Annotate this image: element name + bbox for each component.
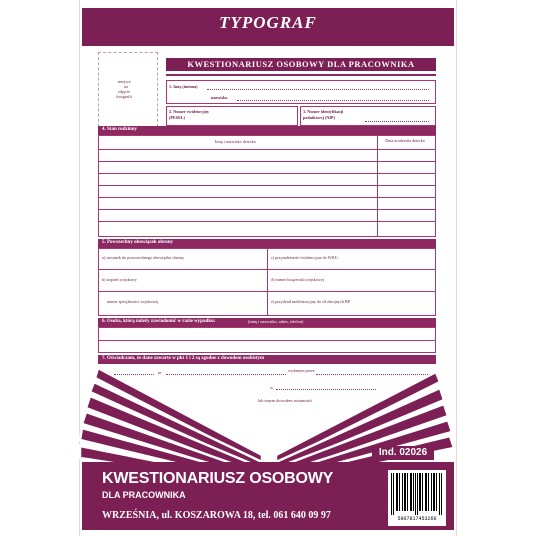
defense-a: a) stosunek do powszechnego obowiązku obrony (102, 255, 185, 260)
section6-hint: (imię i nazwisko, adres, telefon) (248, 319, 304, 324)
barcode (388, 470, 446, 526)
id-w-label: w (270, 385, 274, 390)
photo-label-3: zdjęcie (118, 89, 130, 94)
defense-f: e) przydział mobilizacyjny do sił zbrojnych RP (271, 299, 351, 304)
barcode-bars (388, 470, 446, 518)
pesel-label: 2. Numer ewidencyjny (169, 109, 210, 114)
cover-title-1: KWESTIONARIUSZ OSOBOWY (102, 470, 334, 487)
defense-e: numer specjalności wojskowej (107, 299, 159, 304)
defense-d: d) numer książeczki wojskowej (271, 277, 324, 282)
defense-c: c) przynależność ewidencyjna do WKU (271, 255, 338, 260)
index-number: Ind. 02026 (378, 447, 428, 458)
photo-label-2: na (124, 84, 128, 89)
section6-title: 6. Osoba, którą należy zawiadomić w razie wypadku: (102, 319, 216, 324)
section4-title: 4. Stan rodzinny (102, 127, 138, 132)
brand-logo: TYPOGRAF (219, 13, 317, 32)
nip-label-2: podatkowej (NIP) (303, 115, 335, 120)
id-number-label: nr (158, 370, 162, 375)
barcode-digits: 5907817453266 (397, 516, 437, 522)
name-field-label: 1. Imię (imiona) (169, 84, 198, 89)
cover-bar (82, 462, 454, 530)
id-other-doc-label: lub innym dowodem tożsamości (258, 398, 313, 403)
cover-address: WRZEŚNIA, ul. KOSZAROWA 18, tel. 061 640 09 97 (102, 510, 331, 521)
children-col-name: Imię i nazwisko dziecka (215, 139, 256, 144)
cover-title-2: DLA PRACOWNIKA (102, 490, 186, 500)
children-col-date: Data urodzenia dziecka (385, 138, 425, 143)
index-tag (372, 446, 434, 460)
section5-title: 5. Powszechny obowiązek obrony (102, 240, 174, 245)
photo-label-4: fotografii (116, 94, 132, 99)
nip-label: 3. Numer identyfikacji (303, 109, 344, 114)
defense-b: b) stopień wojskowy (102, 277, 137, 282)
form-title: KWESTIONARIUSZ OSOBOWY DLA PRACOWNIKA (187, 59, 415, 69)
pesel-label-2: (PESEL) (169, 115, 186, 120)
surname-label: nazwisko (211, 95, 228, 100)
photo-label-1: miejsce (118, 79, 131, 84)
id-issued-label: wydanym przez (288, 368, 315, 373)
section7-title: 7. Oświadczam, że dane zawarte w pkt 1 i 2 są zgodne z dowodem osobistym (102, 356, 265, 361)
